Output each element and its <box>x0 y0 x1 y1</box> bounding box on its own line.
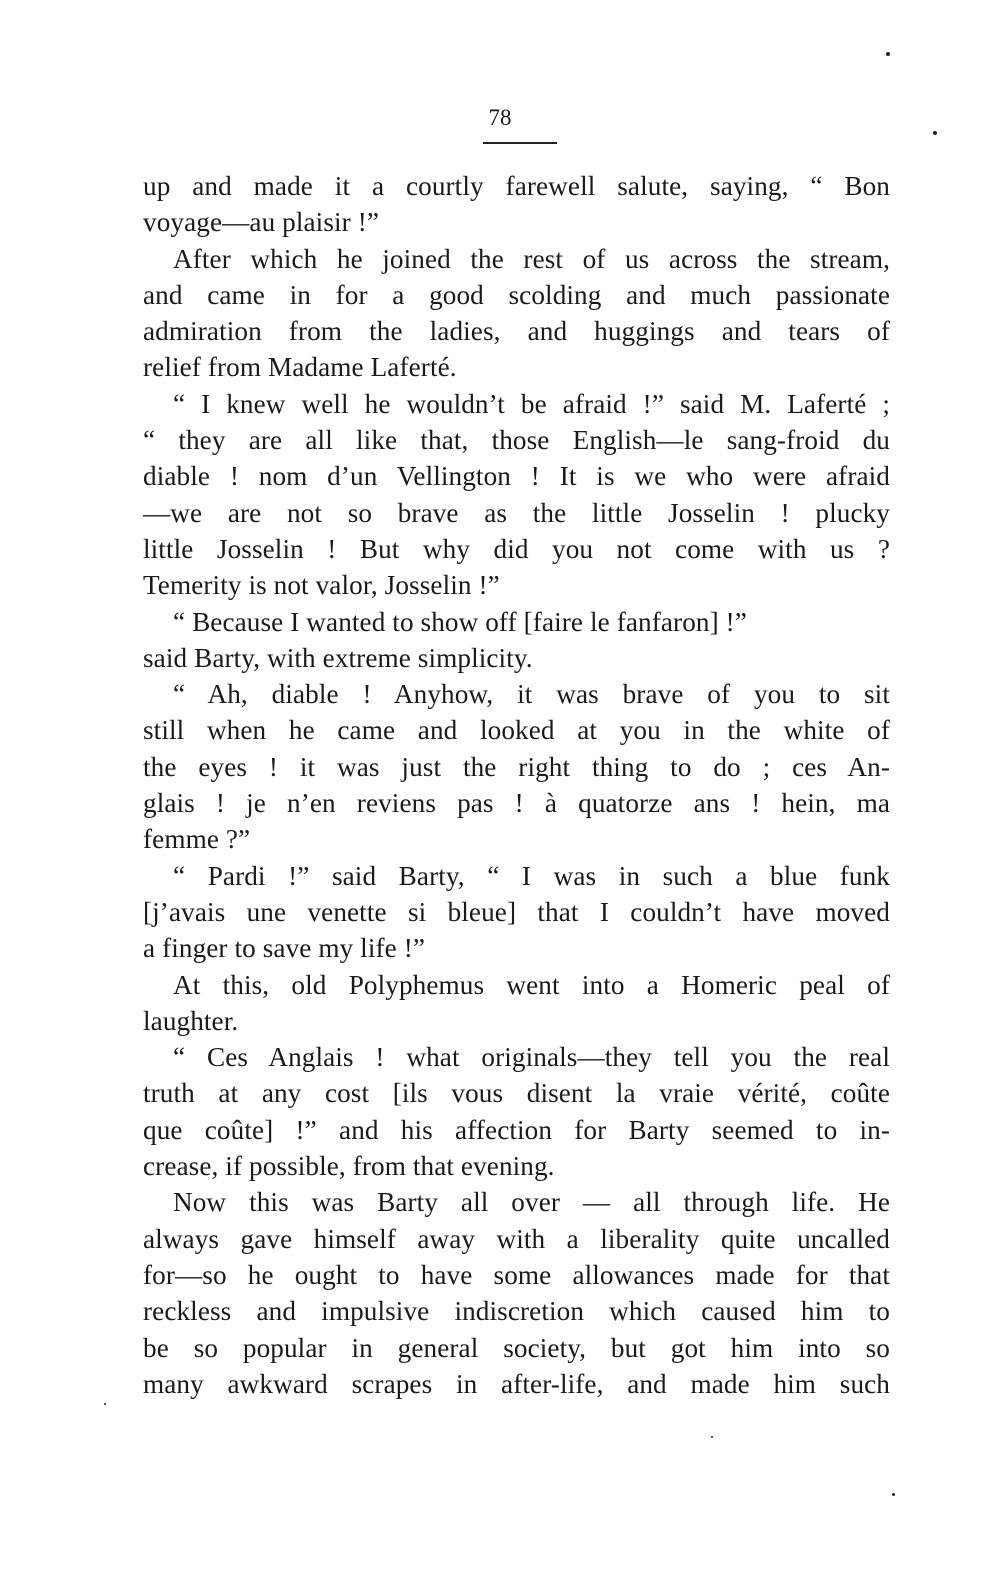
text-line: truth at any cost [ils vous disent la vraie vérité, coûte <box>143 1078 890 1109</box>
text-line: little Josselin ! But why did you not come with us ? <box>143 533 890 564</box>
text-line: crease, if possible, from that evening. <box>143 1151 555 1182</box>
scan-speck <box>933 131 937 135</box>
text-line: admiration from the ladies, and huggings and tears of <box>143 316 890 347</box>
scan-speck <box>892 1493 895 1496</box>
text-line: reckless and impulsive indiscretion which caused him to <box>143 1296 890 1327</box>
text-line: still when he came and looked at you in the white of <box>143 715 890 746</box>
page-number-rule <box>483 142 557 144</box>
page-number: 78 <box>488 105 512 130</box>
text-line: Temerity is not valor, Josselin !” <box>143 570 500 601</box>
text-line: glais ! je n’en reviens pas ! à quatorze ans ! hein, ma <box>143 788 890 819</box>
text-line: que coûte] !” and his affection for Barty seemed to in- <box>143 1114 890 1145</box>
text-line: At this, old Polyphemus went into a Homeric peal of <box>173 969 890 1000</box>
text-line: relief from Madame Laferté. <box>143 352 457 383</box>
body-text <box>143 168 890 1402</box>
text-line: always gave himself away with a liberality quite uncalled <box>143 1223 890 1254</box>
text-line: up and made it a courtly farewell salute, saying, “ Bon <box>143 171 890 201</box>
text-line: femme ?” <box>143 824 251 855</box>
text-line: “ Because I wanted to show off [faire le fanfaron] !” <box>173 606 747 637</box>
text-line: many awkward scrapes in after-life, and made him such <box>143 1368 890 1399</box>
text-line: “ Ah, diable ! Anyhow, it was brave of you to sit <box>173 679 890 710</box>
text-line: “ they are all like that, those English—le sang-froid du <box>143 425 890 456</box>
text-line: a finger to save my life !” <box>143 933 426 964</box>
text-line: the eyes ! it was just the right thing to do ; ces An- <box>143 751 890 782</box>
text-line: Now this was Barty all over — all through life. He <box>173 1187 890 1218</box>
scan-speck <box>711 1436 713 1438</box>
text-line: and came in for a good scolding and much passionate <box>143 279 890 310</box>
text-line: “ Pardi !” said Barty, “ I was in such a blue funk <box>173 860 890 891</box>
text-line: After which he joined the rest of us across the stream, <box>173 243 890 274</box>
text-line: —we are not so brave as the little Josselin ! plucky <box>143 497 890 528</box>
text-line: said Barty, with extreme simplicity. <box>143 642 533 673</box>
scan-speck <box>886 52 890 56</box>
text-line: diable ! nom d’un Vellington ! It is we who were afraid <box>143 461 890 492</box>
text-line: laughter. <box>143 1005 239 1036</box>
scan-speck <box>104 1403 106 1405</box>
text-line: be so popular in general society, but got him into so <box>143 1332 890 1363</box>
text-line: [j’avais une venette si bleue] that I couldn’t have moved <box>143 896 890 927</box>
text-line: voyage—au plaisir !” <box>143 207 380 238</box>
text-line: “ Ces Anglais ! what originals—they tell you the real <box>173 1042 890 1073</box>
text-line: “ I knew well he wouldn’t be afraid !” said M. Laferté ; <box>173 388 890 419</box>
text-line: for—so he ought to have some allowances made for that <box>143 1259 890 1290</box>
